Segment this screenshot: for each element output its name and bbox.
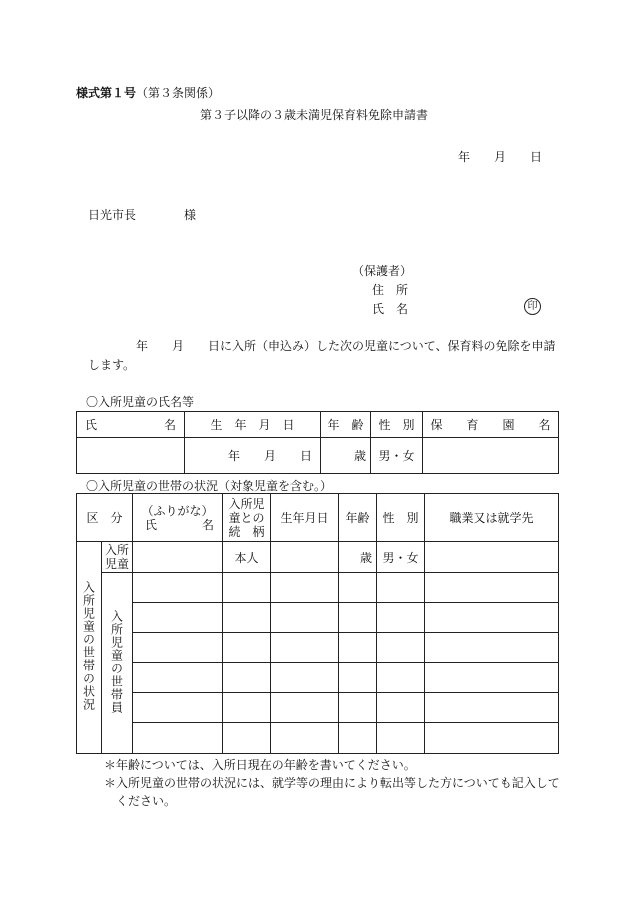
header-nursery: 保 育 園 名 xyxy=(423,412,559,438)
cell-name[interactable] xyxy=(133,663,223,693)
household-table xyxy=(76,493,559,754)
household-header-row xyxy=(77,494,559,542)
cell-birthdate[interactable] xyxy=(271,573,339,603)
note-household-cont: ください。 xyxy=(116,794,177,808)
date-month: 月 xyxy=(494,150,507,164)
header-birth: 生 年 月 日 xyxy=(185,412,321,438)
section1-heading: 〇入所児童の氏名等 xyxy=(86,395,195,409)
cell-nursery[interactable] xyxy=(423,438,559,474)
cell-age[interactable] xyxy=(339,633,377,663)
date-year: 年 xyxy=(458,150,471,164)
cell-occupation[interactable] xyxy=(425,723,559,754)
cell-relation[interactable] xyxy=(223,633,271,663)
date-day: 日 xyxy=(530,150,543,164)
member-label-cell xyxy=(102,573,133,754)
child-info-table xyxy=(76,411,559,474)
cell-relation[interactable] xyxy=(223,693,271,723)
body-line2: します。 xyxy=(88,358,136,372)
header-age: 年齢 xyxy=(339,494,377,542)
header-birthdate: 生年月日 xyxy=(271,494,339,542)
header-sex: 性 別 xyxy=(377,494,425,542)
household-member-row xyxy=(77,573,559,603)
cell-birthdate[interactable] xyxy=(271,542,339,573)
cell-age[interactable]: 歳 xyxy=(321,438,371,474)
cell-age[interactable] xyxy=(339,693,377,723)
header-relation: 入所児童との続 柄 xyxy=(223,494,271,542)
cell-name[interactable] xyxy=(133,693,223,723)
cell-age[interactable] xyxy=(339,663,377,693)
cell-relation[interactable] xyxy=(223,723,271,754)
cell-name[interactable] xyxy=(133,603,223,633)
cell-birth[interactable]: 年 月 日 xyxy=(185,438,321,474)
child-info-header-row xyxy=(77,412,559,438)
cell-age[interactable] xyxy=(339,573,377,603)
household-member-row xyxy=(77,633,559,663)
cell-occupation[interactable] xyxy=(425,573,559,603)
child-info-row xyxy=(77,438,559,474)
household-member-row xyxy=(77,603,559,633)
form-number: 様式第１号 xyxy=(76,86,137,100)
section2-heading: 〇入所児童の世帯の状況（対象児童を含む。） xyxy=(86,479,333,493)
cell-relation[interactable] xyxy=(223,573,271,603)
applicant-name-label: 氏 名 xyxy=(372,302,409,316)
cell-birthdate[interactable] xyxy=(271,663,339,693)
cell-name[interactable] xyxy=(133,723,223,754)
note-household: ＊入所児童の世帯の状況には、就学等の理由により転出等した方についても記入して xyxy=(104,776,560,790)
header-age: 年 齢 xyxy=(321,412,371,438)
cell-sex[interactable] xyxy=(377,633,425,663)
household-member-row xyxy=(77,693,559,723)
form-relation: （第３条関係） xyxy=(136,86,221,100)
cell-relation[interactable] xyxy=(223,603,271,633)
household-side-label: 入所児童の世帯の状況 xyxy=(81,581,96,711)
cell-occupation[interactable] xyxy=(425,693,559,723)
cell-occupation[interactable] xyxy=(425,663,559,693)
household-member-row xyxy=(77,723,559,754)
cell-age[interactable] xyxy=(339,723,377,754)
cell-child-name[interactable] xyxy=(77,438,185,474)
header-occupation: 職業又は就学先 xyxy=(425,494,559,542)
cell-occupation[interactable] xyxy=(425,603,559,633)
addressee-mayor: 日光市長 xyxy=(88,208,137,222)
household-member-row xyxy=(77,663,559,693)
household-child-row xyxy=(77,542,559,573)
cell-birthdate[interactable] xyxy=(271,633,339,663)
cell-sex[interactable] xyxy=(377,693,425,723)
header-kubun: 区 分 xyxy=(77,494,133,542)
form-heading xyxy=(76,84,220,101)
cell-name[interactable] xyxy=(133,542,223,573)
cell-name[interactable] xyxy=(133,573,223,603)
cell-sex[interactable]: 男・女 xyxy=(371,438,423,474)
header-furigana-name: （ふりがな） 氏 名 xyxy=(133,494,223,542)
header-sex: 性 別 xyxy=(371,412,423,438)
note-age: ＊年齢については、入所日現在の年齢を書いてください。 xyxy=(104,758,416,772)
cell-birthdate[interactable] xyxy=(271,693,339,723)
cell-sex[interactable] xyxy=(377,723,425,754)
cell-age[interactable]: 歳 xyxy=(339,542,377,573)
child-label: 入所児童 xyxy=(102,542,133,573)
cell-sex[interactable] xyxy=(377,573,425,603)
cell-relation[interactable] xyxy=(223,663,271,693)
cell-name[interactable] xyxy=(133,633,223,663)
form-title: 第３子以降の３歳未満児保育料免除申請書 xyxy=(200,108,429,122)
cell-relation[interactable]: 本人 xyxy=(223,542,271,573)
cell-sex[interactable] xyxy=(377,603,425,633)
addressee-honorific: 様 xyxy=(184,208,197,222)
cell-sex[interactable] xyxy=(377,663,425,693)
cell-age[interactable] xyxy=(339,603,377,633)
applicant-address-label: 住 所 xyxy=(372,283,409,297)
cell-birthdate[interactable] xyxy=(271,723,339,754)
cell-birthdate[interactable] xyxy=(271,603,339,633)
cell-sex[interactable]: 男・女 xyxy=(377,542,425,573)
cell-occupation[interactable] xyxy=(425,542,559,573)
member-label: 入所児童の世帯員 xyxy=(109,609,124,714)
applicant-role: （保護者） xyxy=(352,264,413,278)
household-side-label-cell xyxy=(77,542,102,754)
body-line1: 年 月 日に入所（申込み）した次の児童について、保育料の免除を申請 xyxy=(136,339,556,353)
cell-occupation[interactable] xyxy=(425,633,559,663)
seal-icon: 印 xyxy=(524,298,541,315)
header-name: 氏 名 xyxy=(77,412,185,438)
